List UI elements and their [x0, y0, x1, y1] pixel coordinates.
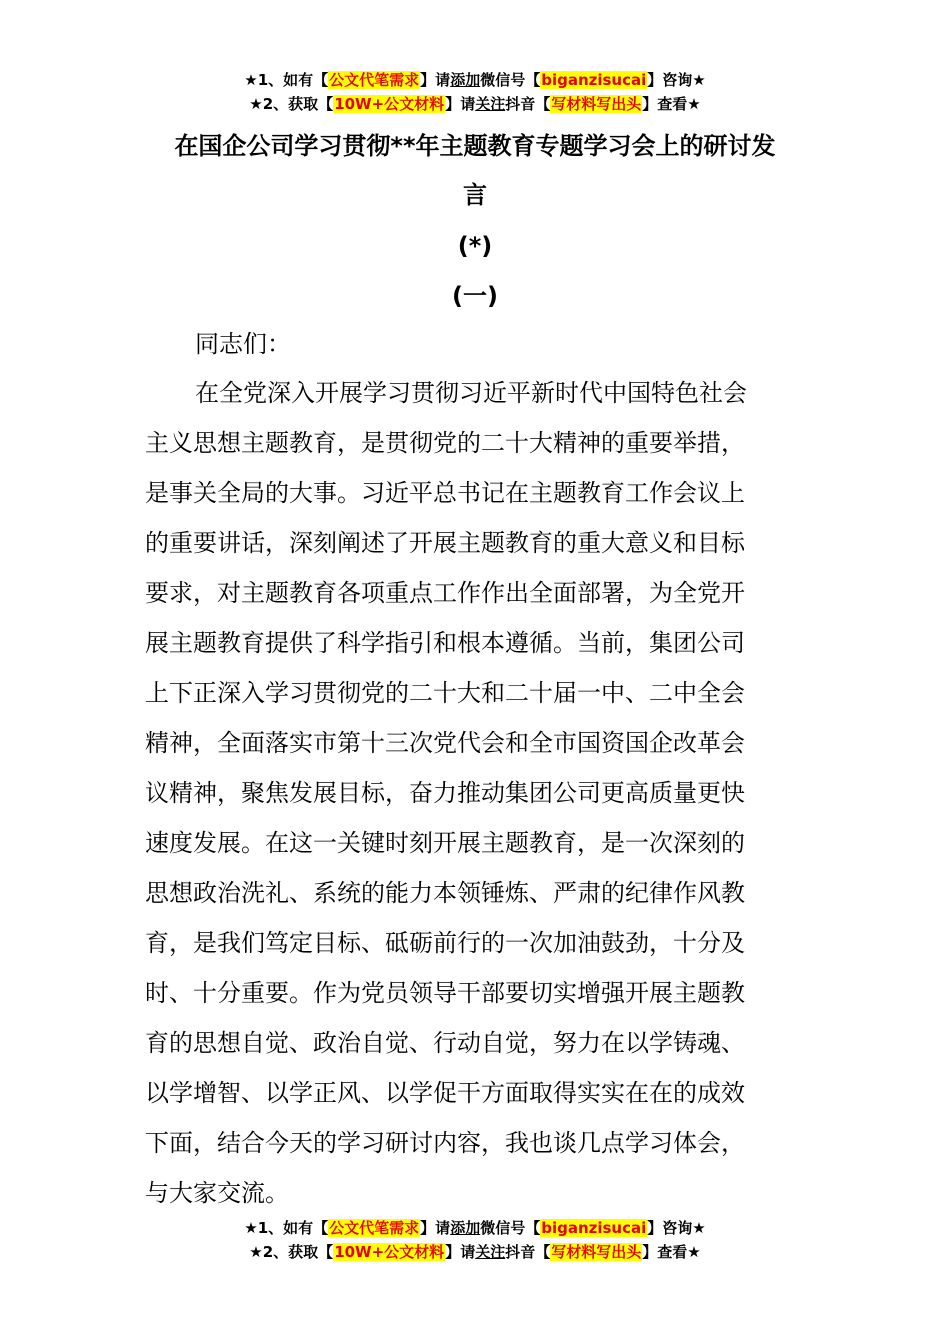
paragraph-line: 要求，对主题教育各项重点工作作出全面部署，为全党开: [145, 579, 745, 607]
paragraph-line: 思想政治洗礼、系统的能力本领锤炼、严肃的纪律作风教: [145, 879, 745, 907]
document-subtitle-star: (*): [457, 232, 493, 260]
promo-underlined: 添加: [450, 1219, 481, 1237]
promo-text: 微信号【: [480, 71, 541, 89]
paragraph-line: 与大家交流。: [145, 1179, 289, 1207]
paragraph-line: 议精神，聚焦发展目标，奋力推动集团公司更高质量更快: [145, 779, 745, 807]
promo-text: ★2、获取【: [249, 1243, 334, 1261]
promo-underlined: 关注: [475, 1243, 506, 1261]
document-title-continued: 言: [463, 181, 487, 209]
promo-text: 】请: [445, 1243, 476, 1261]
promo-text: ★1、如有【: [244, 1219, 329, 1237]
douyin-highlight: 写材料写出头: [551, 95, 642, 113]
promo-highlight: 公文代笔需求: [329, 1219, 420, 1237]
paragraph-line: 主义思想主题教育，是贯彻党的二十大精神的重要举措，: [145, 429, 745, 457]
paragraph-line: 育的思想自觉、政治自觉、行动自觉，努力在以学铸魂、: [145, 1029, 745, 1057]
promo-highlight: 公文代笔需求: [329, 71, 420, 89]
douyin-highlight: 写材料写出头: [551, 1243, 642, 1261]
promo-text: 抖音【: [505, 1243, 551, 1261]
paragraph-line: 的重要讲话，深刻阐述了开展主题教育的重大意义和目标: [145, 529, 745, 557]
promo-text: 微信号【: [480, 1219, 541, 1237]
document-title: 在国企公司学习贯彻**年主题教育专题学习会上的研讨发: [174, 132, 776, 160]
promo-text: ★2、获取【: [249, 95, 334, 113]
promo-line-2: [0, 1240, 950, 1264]
promo-highlight: 10W+公文材料: [334, 1243, 445, 1261]
paragraph-line: 速度发展。在这一关键时刻开展主题教育，是一次深刻的: [145, 829, 745, 857]
paragraph-line: 育，是我们笃定目标、砥砺前行的一次加油鼓劲，十分及: [145, 929, 745, 957]
promo-footer: [0, 1216, 950, 1264]
paragraph-line: 精神，全面落实市第十三次党代会和全市国资国企改革会: [145, 729, 745, 757]
promo-text: 】请: [445, 95, 476, 113]
promo-text: 】请: [420, 71, 451, 89]
promo-text: 】请: [420, 1219, 451, 1237]
section-heading: (一): [452, 282, 498, 310]
wechat-id-highlight: biganzisucai: [541, 71, 647, 89]
paragraph-line: 是事关全局的大事。习近平总书记在主题教育工作会议上: [145, 479, 745, 507]
greeting: 同志们：: [195, 330, 291, 358]
promo-text: 】查看★: [642, 1243, 701, 1261]
promo-text: 】咨询★: [647, 71, 706, 89]
paragraph-line: 在全党深入开展学习贯彻习近平新时代中国特色社会: [195, 379, 747, 407]
promo-line-2: [0, 92, 950, 116]
paragraph-line: 时、十分重要。作为党员领导干部要切实增强开展主题教: [145, 979, 745, 1007]
promo-line-1: [0, 68, 950, 92]
promo-text: 】咨询★: [647, 1219, 706, 1237]
paragraph-line: 以学增智、以学正风、以学促干方面取得实实在在的成效: [145, 1079, 745, 1107]
promo-highlight: 10W+公文材料: [334, 95, 445, 113]
wechat-id-highlight: biganzisucai: [541, 1219, 647, 1237]
paragraph-line: 展主题教育提供了科学指引和根本遵循。当前，集团公司: [145, 629, 745, 657]
promo-text: ★1、如有【: [244, 71, 329, 89]
promo-text: 抖音【: [505, 95, 551, 113]
promo-underlined: 添加: [450, 71, 481, 89]
promo-text: 】查看★: [642, 95, 701, 113]
paragraph-line: 下面，结合今天的学习研讨内容，我也谈几点学习体会，: [145, 1129, 745, 1157]
promo-line-1: [0, 1216, 950, 1240]
promo-underlined: 关注: [475, 95, 506, 113]
paragraph-line: 上下正深入学习贯彻党的二十大和二十届一中、二中全会: [145, 679, 745, 707]
promo-header: [0, 68, 950, 116]
